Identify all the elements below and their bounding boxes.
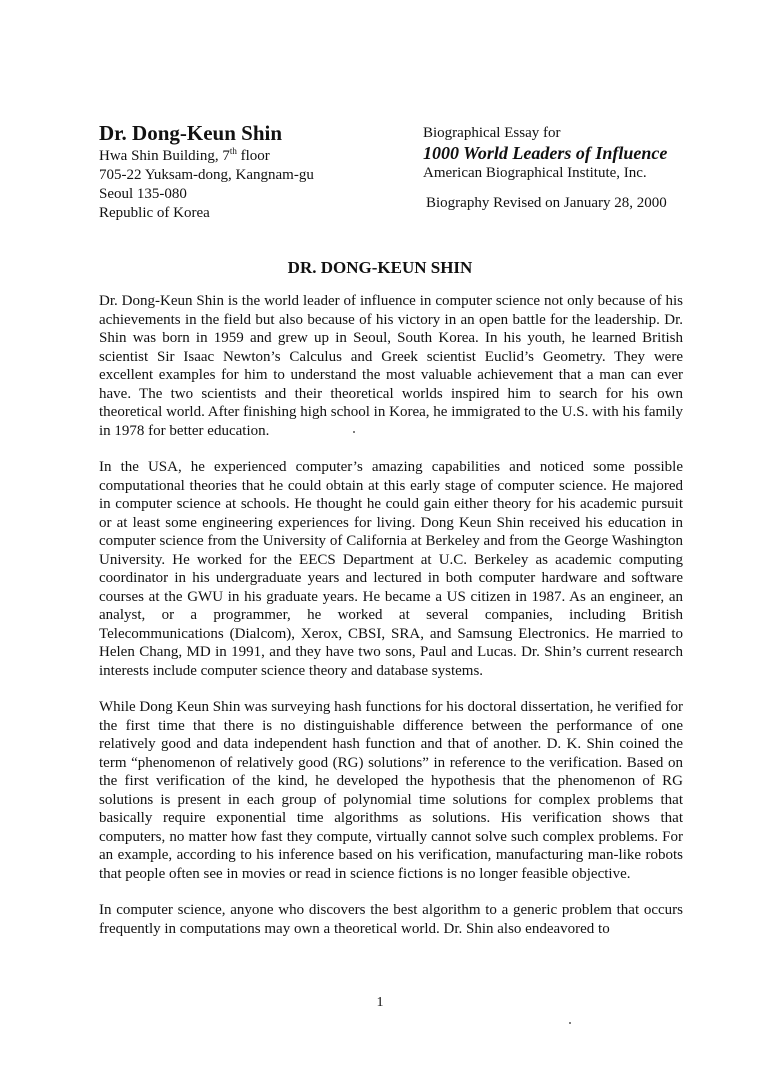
publisher: American Biographical Institute, Inc. [423,165,647,181]
document-body [99,292,683,956]
contact-block [99,121,399,223]
revision-date: Biography Revised on January 28, 2000 [426,195,667,211]
paragraph: Dr. Dong-Keun Shin is the world leader of influence in computer science not only because of his achievements in the field but also because of his victory in an open battle for the leadership. Dr. Shin was born in 1959 and grew up in Seoul, South Korea. In his youth, he learned British scientist Sir Isaac Newton’s Calculus and Greek scientist Euclid’s Geometry. They were excellent examples for him to understand the most valuable achievement that a man can ever have. The two scientists and their theoretical worlds inspired him to search for his own theoretical world. After finishing high school in Korea, he immigrated to the U.S. with his family in 1978 for better education. [99,293,683,439]
address-line-1: Hwa Shin Building, 7th floor [99,146,270,164]
address-line-2: 705-22 Yuksam-dong, Kangnam-gu [99,167,314,183]
paragraph: While Dong Keun Shin was surveying hash functions for his doctoral dissertation, he verified for the first time that there is no distinguishable difference between the performance of one relatively good and data independent hash function and that of another. D. K. Shin coined the term “phenomenon of relatively good (RG) solutions” in reference to the verification. Based on the first verification of the kind, he developed the hypothesis that the phenomenon of RG solutions is present in each group of polynomial time solutions for complex problems that basically require exponential time algorithms as solutions. His verification shows that computers, no matter how fast they compute, virtually cannot solve such complex problems. For an example, according to his inference based on his verification, manufacturing man-like robots that people often see in movies or read in science fictions is no longer feasible objective. [99,699,683,882]
scan-speck [569,1022,571,1024]
paragraph: In the USA, he experienced computer’s amazing capabilities and noticed some possible computational theories that he could obtain at this early stage of computer science. He majored in computer science at schools. He thought he could gain either theory for his academic pursuit or at least some engineering experiences for living. Dong Keun Shin received his education in computer science from the University of California at Berkeley and from the George Washington University. He worked for the EECS Department at U.C. Berkeley as academic computing coordinator in his undergraduate years and lectured in both computer hardware and software courses at the GWU in his graduate years. He became a US citizen in 1987. As an engineer, an analyst, or a programmer, he worked at several companies, including British Telecommunications (Dialcom), Xerox, CBSI, SRA, and Samsung Electronics. He married to Helen Chang, MD in 1991, and they have two sons, Paul and Lucas. Dr. Shin’s current research interests include computer science theory and database systems. [99,459,683,679]
address-line-3: Seoul 135-080 [99,186,187,202]
essay-label: Biographical Essay for [423,125,561,141]
document-title: DR. DONG-KEUN SHIN [287,258,473,277]
publication-block [423,124,723,213]
paragraph: In computer science, anyone who discovers the best algorithm to a generic problem that occurs frequently in computations may own a theoretical world. Dr. Shin also endeavored to [99,902,683,937]
author-name: Dr. Dong-Keun Shin [99,121,283,145]
book-title: 1000 World Leaders of Influence [423,143,668,163]
page-number: 1 [376,995,384,1010]
scan-speck [353,431,355,433]
address-line-4: Republic of Korea [99,205,210,221]
